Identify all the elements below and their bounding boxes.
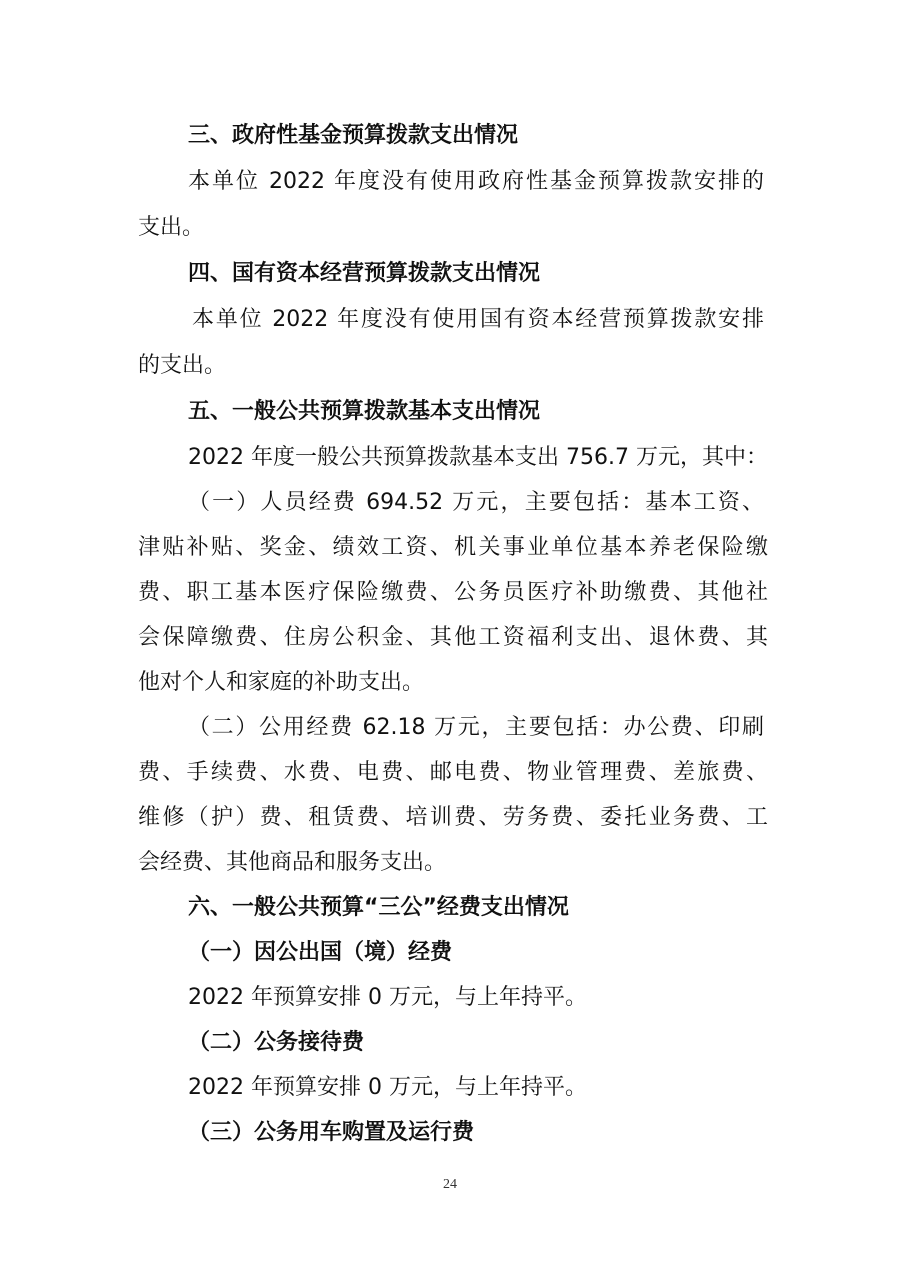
paragraph-line: 费、职工基本医疗保险缴费、公务员医疗补助缴费、其他社 — [138, 580, 768, 605]
paragraph-line: 2022 年预算安排 0 万元，与上年持平。 — [188, 1075, 587, 1100]
paragraph-line: 本单位 2022 年度没有使用政府性基金预算拨款安排的 — [188, 169, 764, 194]
paragraph-line: 2022 年度一般公共预算拨款基本支出 756.7 万元，其中： — [188, 445, 768, 470]
paragraph-line: 费、手续费、水费、电费、邮电费、物业管理费、差旅费、 — [138, 760, 768, 785]
paragraph-line: 会保障缴费、住房公积金、其他工资福利支出、退休费、其 — [138, 625, 768, 650]
section-heading-3: 三、政府性基金预算拨款支出情况 — [188, 123, 519, 148]
section-heading-6: 六、一般公共预算“三公”经费支出情况 — [188, 895, 569, 920]
paragraph-line: 津贴补贴、奖金、绩效工资、机关事业单位基本养老保险缴 — [138, 535, 768, 560]
subsection-heading-2: （二）公务接待费 — [188, 1030, 365, 1055]
subsection-heading-1: （一）因公出国（境）经费 — [188, 940, 453, 965]
subsection-heading-3: （三）公务用车购置及运行费 — [188, 1120, 475, 1145]
paragraph-line: 2022 年预算安排 0 万元，与上年持平。 — [188, 985, 587, 1010]
paragraph-line: 会经费、其他商品和服务支出。 — [138, 850, 447, 875]
section-heading-4: 四、国有资本经营预算拨款支出情况 — [188, 261, 541, 286]
paragraph-line: 维修（护）费、租赁费、培训费、劳务费、委托业务费、工 — [138, 805, 768, 830]
paragraph-line: （二）公用经费 62.18 万元，主要包括：办公费、印刷 — [188, 715, 764, 740]
section-heading-5: 五、一般公共预算拨款基本支出情况 — [188, 399, 541, 424]
page-number: 24 — [443, 1177, 457, 1192]
paragraph-line: 他对个人和家庭的补助支出。 — [138, 670, 425, 695]
paragraph-line: 支出。 — [138, 215, 205, 240]
paragraph-line: 的支出。 — [138, 353, 227, 378]
paragraph-line: 本单位 2022 年度没有使用国有资本经营预算拨款安排 — [192, 307, 764, 332]
paragraph-line: （一）人员经费 694.52 万元，主要包括：基本工资、 — [188, 490, 764, 515]
